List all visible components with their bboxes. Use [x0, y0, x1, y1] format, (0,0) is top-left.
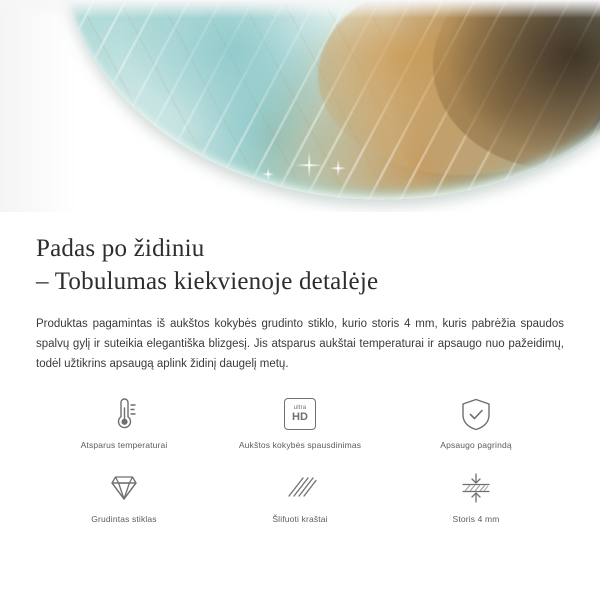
feature-label: Atsparus temperaturai: [80, 440, 168, 450]
feature-label: Aukštos kokybės spausdinimas: [238, 440, 362, 450]
polished-edges-icon: [283, 466, 317, 510]
hero-product-image: [0, 0, 600, 212]
feature-label: Grudintas stiklas: [91, 514, 157, 524]
ultra-hd-icon: [284, 392, 316, 436]
page-title-line2: – Tobulumas kiekvienoje detalėje: [36, 268, 379, 295]
feature-item-temperature-resistance: [36, 392, 212, 466]
feature-grid: [36, 392, 564, 540]
shield-check-icon: [460, 392, 492, 436]
feature-label: Storis 4 mm: [452, 514, 500, 524]
hero-top-vignette: [0, 0, 600, 18]
feature-item-thickness: [388, 466, 564, 540]
feature-label: Šlifuoti kraštai: [272, 514, 328, 524]
diamond-icon: [106, 466, 142, 510]
feature-item-surface-protection: [388, 392, 564, 466]
ultra-hd-badge-bottom: HD: [292, 411, 308, 423]
feature-item-polished-edges: [212, 466, 388, 540]
page-title: [0, 212, 600, 298]
text-content: [0, 212, 600, 374]
hero-left-vignette: [0, 0, 78, 212]
thickness-arrows-icon: [459, 466, 493, 510]
description-paragraph: Produktas pagamintas iš aukštos kokybės grudinto stiklo, kurio storis 4 mm, kuris pabrėžia spaudos spalvų gylį ir suteikia elegantiška blizgesį. Jis atsparus aukštai temperaturai ir apsaugo nuo pažeidimų, todėl užtikrins apsaugą aplink židinį daugelį metų.: [36, 318, 564, 370]
thermometer-icon: [107, 392, 141, 436]
feature-item-tempered-glass: [36, 466, 212, 540]
marble-glass-plate: [62, 0, 600, 200]
ultra-hd-badge-top: ultra: [293, 405, 307, 411]
page-title-line1: Padas po židiniu: [36, 235, 205, 262]
feature-label: Apsaugo pagrindą: [440, 440, 512, 450]
feature-item-print-quality: [212, 392, 388, 466]
